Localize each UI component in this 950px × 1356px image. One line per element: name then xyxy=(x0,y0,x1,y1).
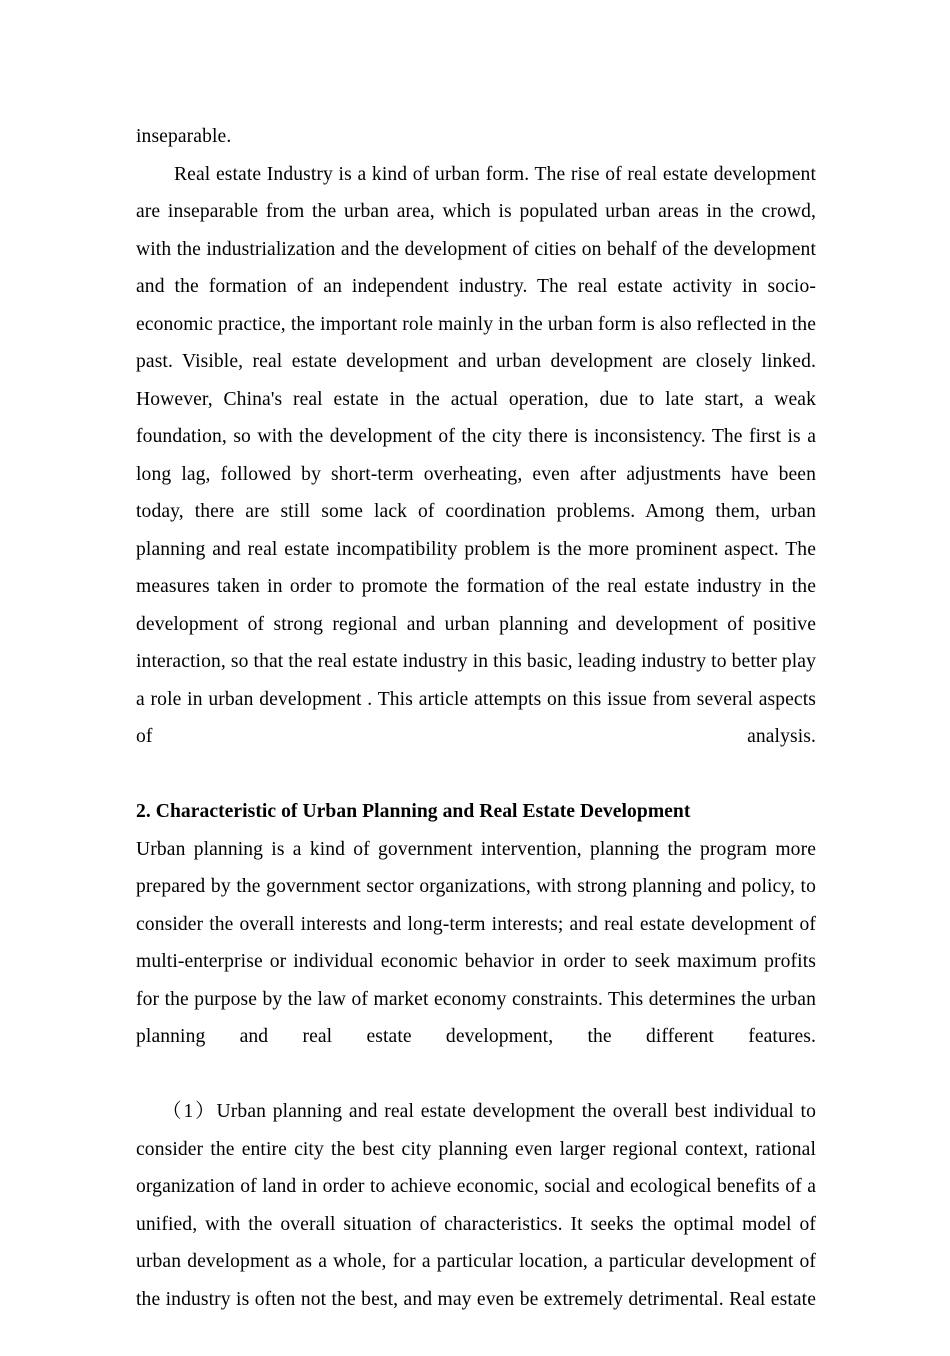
document-text-column xyxy=(136,118,816,1356)
paragraph-item-1: （1）Urban planning and real estate development the overall best individual to consider the entire city the best city planning even larger regional context, rational organization of land in order to achieve economic, social and ecological benefits of a unified, with the overall situation of characteristics. It seeks the optimal model of urban development as a whole, for a particular location, a particular development of the industry is often not the best, and may even be extremely detrimental. Real estate xyxy=(136,1101,816,1310)
paragraph-continuation: inseparable. xyxy=(136,126,232,147)
paragraph-real-estate-industry: Real estate Industry is a kind of urban form. The rise of real estate development are inseparable from the urban area, which is populated urban areas in the crowd, with the industrialization and the development of cities on behalf of the development and the formation of an independent industry. The real estate activity in socio-economic practice, the important role mainly in the urban form is also reflected in the past. Visible, real estate development and urban development are closely linked. However, China's real estate in the actual operation, due to late start, a weak foundation, so with the development of the city there is inconsistency. The first is a long lag, followed by short-term overheating, even after adjustments have been today, there are still some lack of coordination problems. Among them, urban planning and real estate incompatibility problem is the more prominent aspect. The measures taken in order to promote the formation of the real estate industry in the development of strong regional and urban planning and development of positive interaction, so that the real estate industry in this basic, leading industry to better play a role in urban development . This article attempts on this issue from several aspects of analysis. xyxy=(136,163,816,747)
section-heading-2: 2. Characteristic of Urban Planning and Real Estate Development xyxy=(136,801,691,822)
paragraph-urban-planning-government: Urban planning is a kind of government intervention, planning the program more prepared by the government sector organizations, with strong planning and policy, to consider the overall interests and long-term interests; and real estate development of multi-enterprise or individual economic behavior in order to seek maximum profits for the purpose by the law of market economy constraints. This determines the urban planning and real estate development, the different features. xyxy=(136,838,816,1047)
